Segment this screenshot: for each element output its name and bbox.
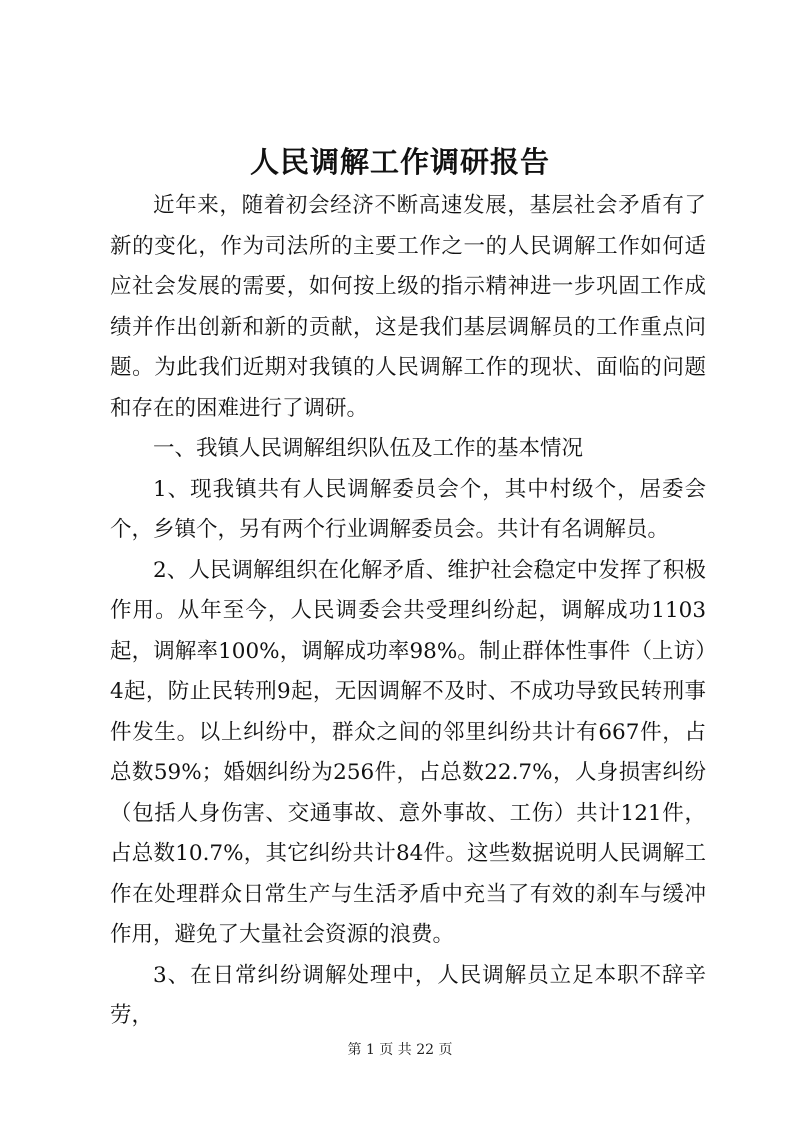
paragraph-intro: 近年来，随着初会经济不断高速发展，基层社会矛盾有了新的变化，作为司法所的主要工作之一的人民调解工作如何适应社会发展的需要，如何按上级的指示精神进一步巩固工作成绩并作出创新和新的贡献，这是我们基层调解员的工作重点问题。为此我们近期对我镇的人民调解工作的现状、面临的问题和存在的困难进行了调研。 bbox=[110, 193, 706, 421]
document-body bbox=[110, 186, 706, 1037]
paragraph-item-1: 1、现我镇共有人民调解委员会个，其中村级个，居委会个，乡镇个，另有两个行业调解委员会。共计有名调解员。 bbox=[110, 476, 706, 542]
paragraph-item-2: 2、人民调解组织在化解矛盾、维护社会稳定中发挥了积极作用。从年至今，人民调委会共受理纠纷起，调解成功1103起，调解率100%，调解成功率98%。制止群体性事件（上访）4起，防止民转刑9起，无因调解不及时、不成功导致民转刑事件发生。以上纠纷中，群众之间的邻里纠纷共计有667件，占总数59%；婚姻纠纷为256件，占总数22.7%，人身损害纠纷（包括人身伤害、交通事故、意外事故、工伤）共计121件，占总数10.7%，其它纠纷共计84件。这些数据说明人民调解工作在处理群众日常生产与生活矛盾中充当了有效的刹车与缓冲作用，避免了大量社会资源的浪费。 bbox=[110, 557, 706, 947]
paragraph-item-3: 3、在日常纠纷调解处理中，人民调解员立足本职不辞辛劳， bbox=[110, 962, 706, 1028]
section-heading: 一、我镇人民调解组织队伍及工作的基本情况 bbox=[153, 436, 584, 461]
page-number-footer: 第 1 页 共 22 页 bbox=[347, 1042, 453, 1058]
document-title: 人民调解工作调研报告 bbox=[249, 145, 550, 179]
